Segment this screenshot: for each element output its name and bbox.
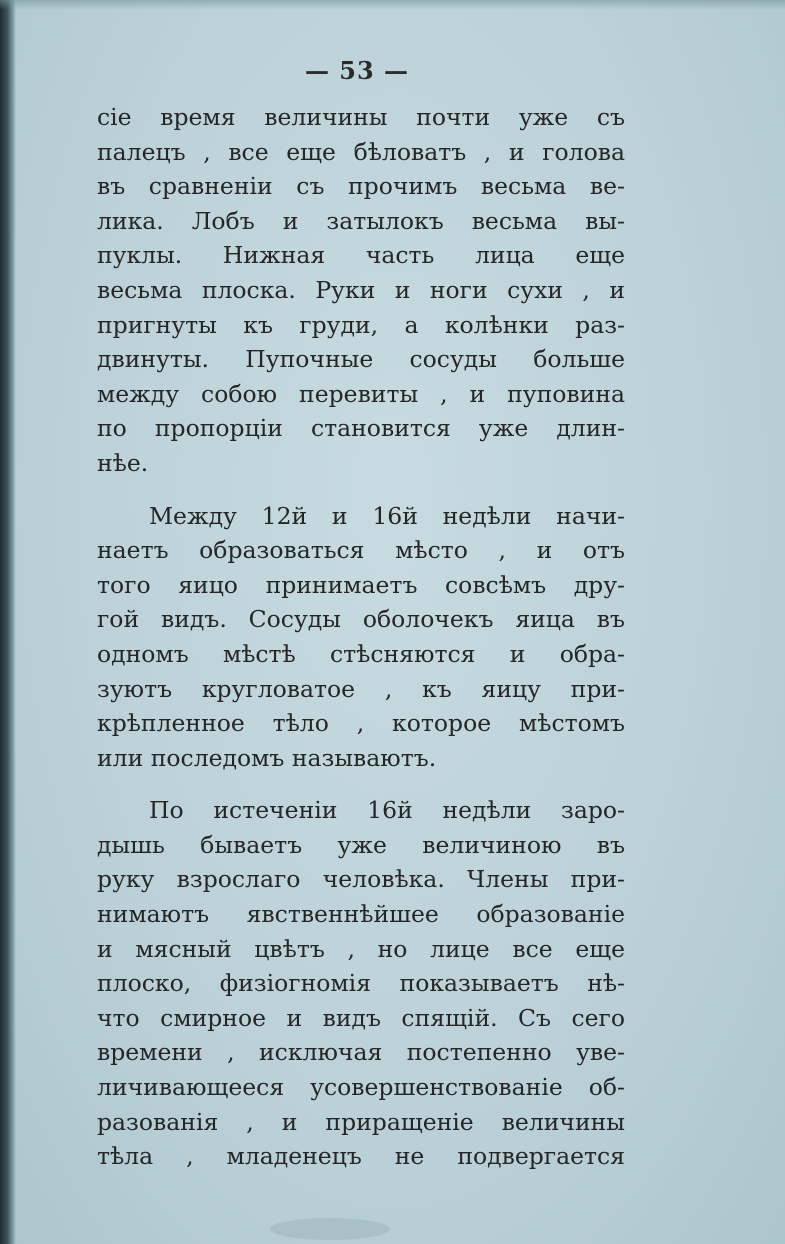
text-line: пригнуты къ груди, а колѣнки раз- [97, 310, 625, 339]
text-line: двинуты. Пупочные сосуды больше [97, 345, 625, 374]
text-line: что смирное и видъ спящій. Съ сего [97, 1003, 625, 1032]
page-binding-edge [0, 0, 16, 1244]
text-line: гой видъ. Сосуды оболочекъ яица въ [97, 605, 625, 634]
paragraph-gap [97, 775, 625, 793]
text-line: крѣпленное тѣло , которое мѣстомъ [97, 709, 625, 738]
text-line: или последомъ называютъ. [97, 743, 437, 772]
text-line: между собою перевиты , и пуповина [97, 379, 625, 408]
page-text [97, 100, 625, 1174]
text-line: руку взрослаго человѣка. Члены при- [97, 865, 625, 894]
text-line: того яицо принимаетъ совсѣмъ дру- [97, 570, 625, 599]
text-line: наетъ образоваться мѣсто , и отъ [97, 536, 625, 565]
text-line: По истеченіи 16й недѣли заро- [149, 796, 625, 825]
text-line: весьма плоска. Руки и ноги сухи , и [97, 275, 625, 304]
paragraph-gap [97, 481, 625, 499]
text-line: дышь бываетъ уже величиною въ [97, 830, 625, 859]
text-line: въ сравненіи съ прочимъ весьма ве- [97, 172, 625, 201]
text-line: Между 12й и 16й недѣли начи- [149, 501, 625, 530]
text-line: времени , исключая постепенно уве- [97, 1038, 625, 1067]
text-line: сіе время величины почти уже съ [97, 103, 625, 131]
text-line: разованія , и приращеніе величины [97, 1107, 625, 1136]
text-line: пуклы. Нижная часть лица еще [97, 241, 625, 270]
text-line: лика. Лобъ и затылокъ весьма вы- [97, 206, 625, 235]
text-line: тѣла , младенецъ не подвергается [97, 1142, 625, 1171]
text-line: одномъ мѣстѣ стѣсняются и обра- [97, 639, 625, 668]
text-line: зуютъ кругловатое , къ яицу при- [97, 674, 625, 703]
text-line: плоско, физіогномія показываетъ нѣ- [97, 969, 625, 998]
text-line: личивающееся усовершенствованіе об- [97, 1073, 625, 1102]
text-line: по пропорціи становится уже длин- [97, 414, 625, 443]
text-line: нѣе. [97, 448, 149, 477]
text-line: палецъ , все еще бѣловатъ , и голова [97, 137, 625, 166]
page-number: — 53 — [304, 56, 410, 85]
text-line: и мясный цвѣтъ , но лице все еще [97, 934, 625, 963]
page-top-shadow [0, 0, 785, 10]
page-stain [270, 1218, 390, 1240]
text-line: нимаютъ явственнѣйшее образованіе [97, 900, 625, 929]
